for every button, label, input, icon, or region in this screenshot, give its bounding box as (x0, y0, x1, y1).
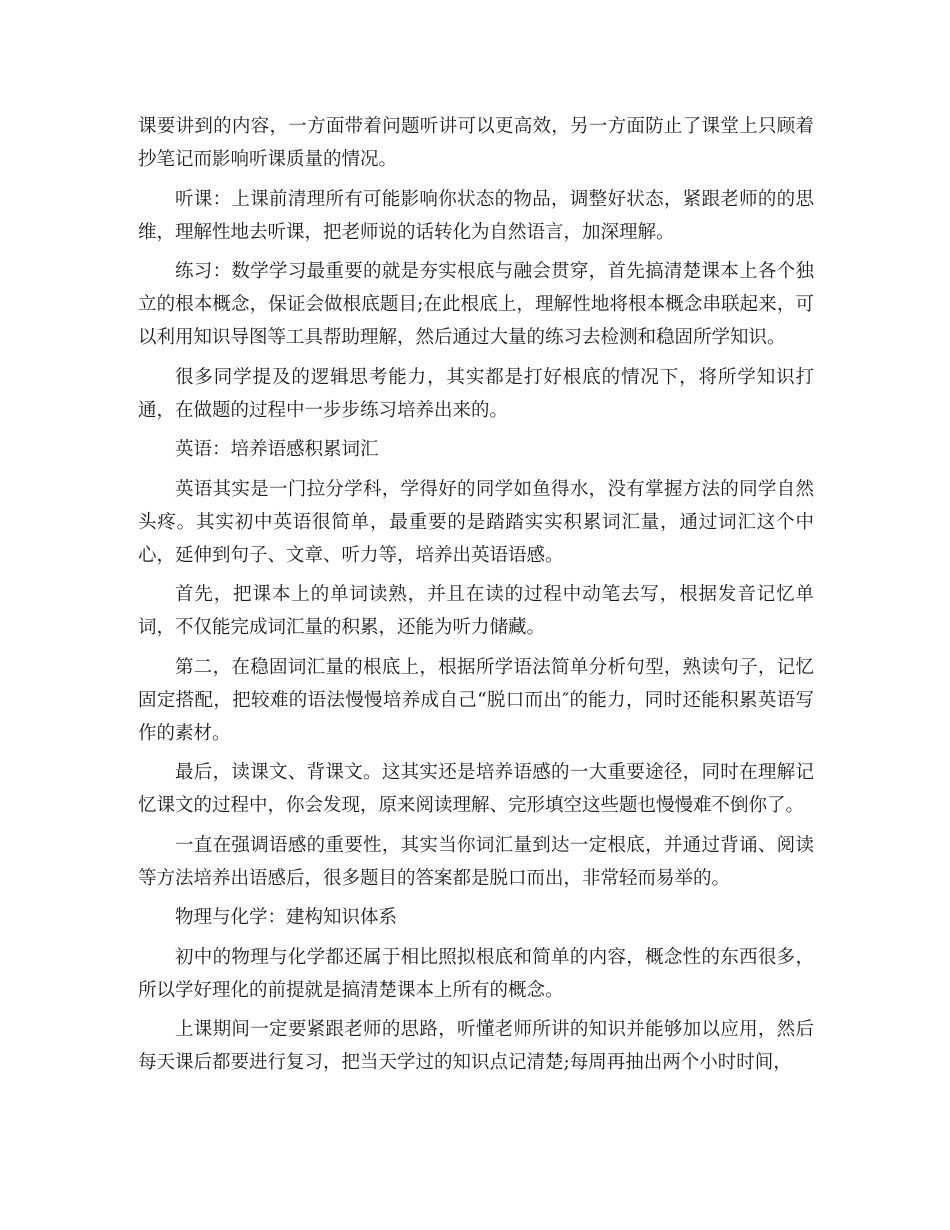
paragraph-listening: 听课：上课前清理所有可能影响你状态的物品，调整好状态，紧跟老师的的思维，理解性地去听课，把老师说的话转化为自然语言，加深理解。 (138, 188, 814, 243)
paragraph-english-last: 最后，读课文、背课文。这其实还是培养语感的一大重要途径，同时在理解记忆课文的过程中，你会发现，原来阅读理解、完形填空这些题也慢慢难不倒你了。 (138, 762, 814, 816)
paragraph-continuation: 课要讲到的内容，一方面带着问题听讲可以更高效，另一方面防止了课堂上只顾着抄笔记而影响听课质量的情况。 (138, 116, 814, 170)
paragraph-physics-class: 上课期间一定要紧跟老师的思路，听懂老师所讲的知识并能够加以应用，然后每天课后都要进行复习，把当天学过的知识点记清楚;每周再抽出两个小时时间， (138, 1019, 814, 1073)
paragraph-english-summary: 一直在强调语感的重要性，其实当你词汇量到达一定根底，并通过背诵、阅读等方法培养出语感后，很多题目的答案都是脱口而出，非常轻而易举的。 (138, 834, 814, 889)
heading-english: 英语：培养语感积累词汇 (175, 439, 379, 460)
paragraph-practice: 练习：数学学习最重要的就是夯实根底与融会贯穿，首先搞清楚课本上各个独立的根本概念，保证会做根底题目;在此根底上，理解性地将根本概念串联起来，可以利用知识导图等工具帮助理解，然后通过大量的练习去检测和稳固所学知识。 (138, 261, 814, 348)
paragraph-english-second: 第二，在稳固词汇量的根底上，根据所学语法简单分析句型，熟读句子，记忆固定搭配，把较难的语法慢慢培养成自己“脱口而出″的能力，同时还能积累英语写作的素材。 (138, 656, 814, 744)
paragraph-english-first: 首先，把课本上的单词读熟，并且在读的过程中动笔去写，根据发音记忆单词，不仅能完成词汇量的积累，还能为听力储藏。 (138, 584, 814, 638)
document-page (138, 110, 814, 1086)
paragraph-logic: 很多同学提及的逻辑思考能力，其实都是打好根底的情况下，将所学知识打通，在做题的过程中一步步练习培养出来的。 (138, 366, 814, 421)
paragraph-english-intro: 英语其实是一门拉分学科，学得好的同学如鱼得水，没有掌握方法的同学自然头疼。其实初中英语很简单，最重要的是踏踏实实积累词汇量，通过词汇这个中心，延伸到句子、文章、听力等，培养出英语语感。 (138, 478, 814, 566)
heading-physics-chemistry: 物理与化学：建构知识体系 (175, 907, 398, 928)
paragraph-physics-intro: 初中的物理与化学都还属于相比照拟根底和简单的内容，概念性的东西很多，所以学好理化的前提就是搞清楚课本上所有的概念。 (138, 946, 814, 1001)
